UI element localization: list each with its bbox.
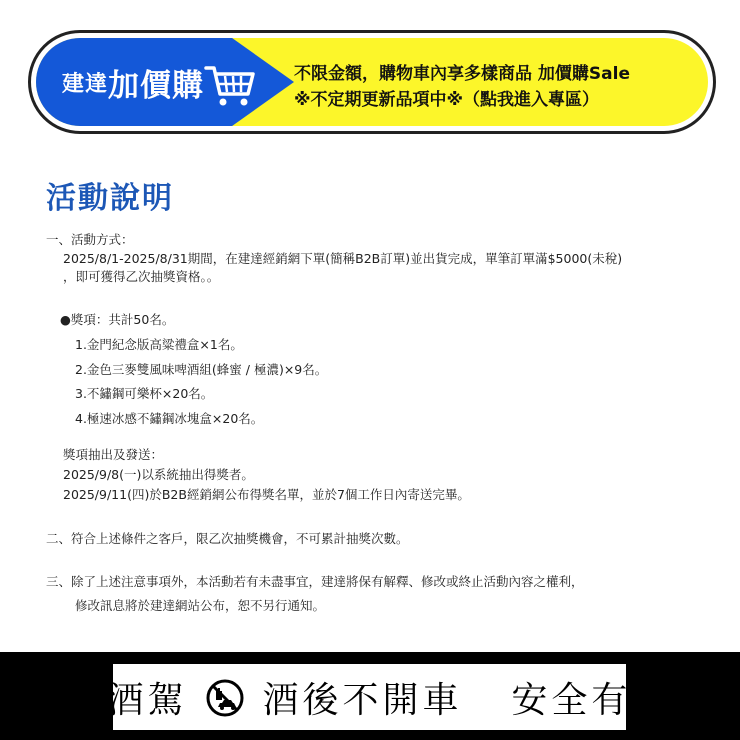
rule-3-line-1: 三、除了上述注意事項外，本活動若有未盡事宜，建達將保有解釋、修改或終止活動內容之權利，: [46, 574, 584, 589]
method-line-1: 2025/8/1-2025/8/31期間，在建達經銷網下單(簡稱B2B訂單)並出貨完成，單筆訂單滿$5000(未稅): [63, 251, 623, 266]
footer-slogan-middle: 酒後不開車: [262, 679, 463, 721]
promo-line-1: 不限金額，購物車內享多樣商品 加價購Sale: [294, 64, 630, 84]
draw-heading: 獎項抽出及發送：: [63, 447, 164, 462]
add-on-purchase-label: 加價購: [108, 67, 205, 104]
method-heading: 一、活動方式：: [46, 232, 134, 247]
no-drink-driving-icon: [205, 678, 245, 718]
shopping-cart-icon: [204, 64, 256, 108]
prize-item: 1.金門紀念版高粱禮盒×1名。: [75, 337, 243, 352]
prize-item: 3.不鏽鋼可樂杯×20名。: [75, 386, 214, 401]
method-line-2: ，即可獲得乙次抽獎資格。。: [63, 269, 220, 284]
brand-name: 建達: [62, 71, 109, 97]
prize-item: 4.極速冰感不鏽鋼冰塊盒×20名。: [75, 411, 264, 426]
footer-slogan-right: 安全有保障: [511, 679, 712, 721]
prize-item: 2.金色三麥雙風味啤酒組(蜂蜜 / 極濃)×9名。: [75, 362, 328, 377]
footer-slogan-left: 禁止酒駕: [27, 679, 188, 721]
prizes-heading: ●獎項：共計50名。: [60, 312, 175, 327]
promo-banner[interactable]: [28, 30, 716, 134]
promo-banner-background: [36, 38, 708, 126]
promo-brand-label: [62, 38, 204, 126]
rule-3-line-2: 修改訊息將於建達網站公布，恕不另行通知。: [75, 598, 326, 613]
promo-line-2: ※不定期更新品項中※（點我進入專區）: [294, 90, 600, 110]
draw-line-1: 2025/9/8(一)以系統抽出得獎者。: [63, 467, 254, 482]
footer-slogan: [27, 664, 712, 730]
promo-banner-message[interactable]: [294, 61, 630, 113]
page-title: 活動說明: [46, 181, 174, 216]
draw-line-2: 2025/9/11(四)於B2B經銷網公布得獎名單，並於7個工作日內寄送完畢。: [63, 487, 470, 502]
rule-2: 二、符合上述條件之客戶，限乙次抽獎機會，不可累計抽獎次數。: [46, 531, 409, 546]
